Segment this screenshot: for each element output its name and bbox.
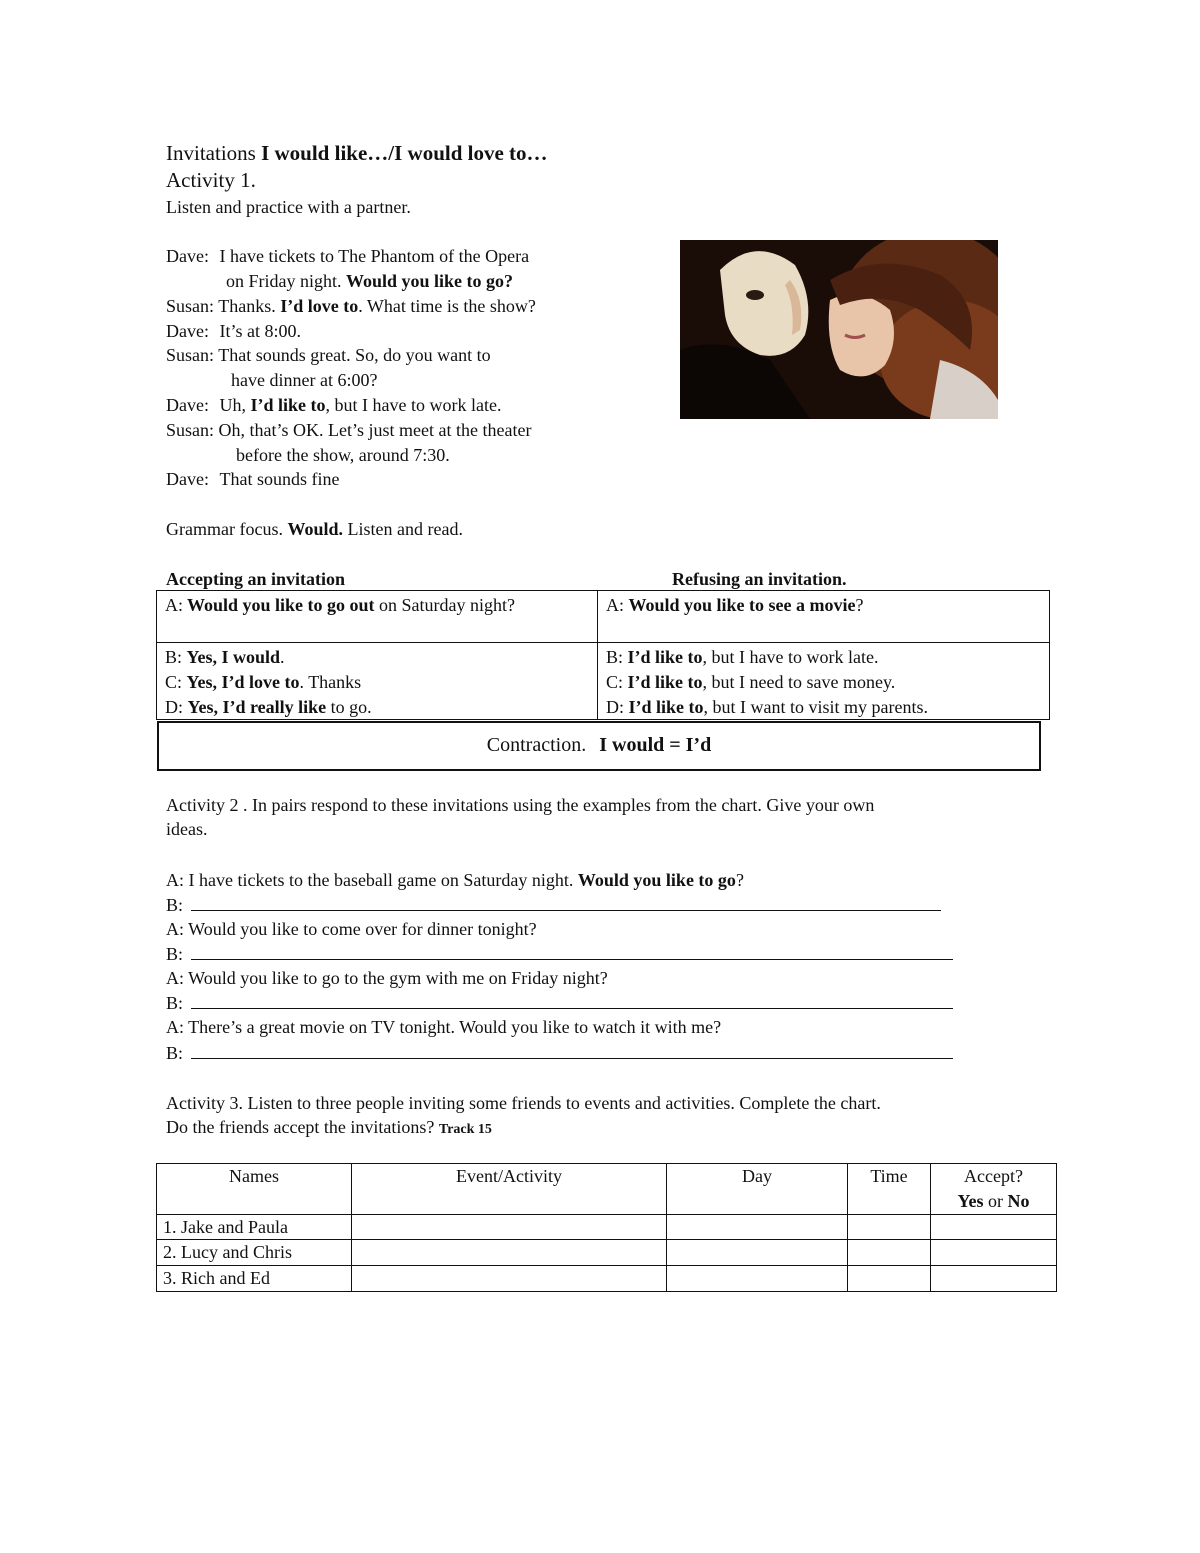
dialogue-bold: Would you like to go?: [346, 271, 514, 291]
bold-text: Yes, I’d really like: [187, 696, 327, 717]
speaker: Dave:: [166, 469, 209, 489]
title-prefix: Invitations: [166, 141, 256, 165]
invitation-text: A: There’s a great movie on TV tonight. Would you like to watch it with me?: [166, 1017, 722, 1037]
grammar-intro-suffix: Listen and read.: [347, 519, 463, 539]
answer-line: [606, 695, 1041, 720]
day-cell[interactable]: [667, 1266, 848, 1292]
invitation-text: A: Would you like to go to the gym with me on Friday night?: [166, 968, 608, 988]
invitation-a: [166, 1015, 721, 1040]
response-label: B:: [166, 895, 184, 915]
event-cell[interactable]: [352, 1266, 667, 1292]
contraction-box: [157, 721, 1041, 771]
rest-text: . Thanks: [299, 671, 362, 692]
table-row: [157, 1214, 1057, 1240]
table-row: [157, 1266, 1057, 1292]
response-label: B:: [166, 993, 184, 1013]
accepting-heading: [166, 567, 345, 592]
accept-cell[interactable]: [931, 1214, 1057, 1240]
label: D:: [606, 696, 624, 717]
dialogue-line: [166, 467, 339, 492]
dialogue-line: [226, 269, 513, 294]
rest-text: to go.: [330, 696, 372, 717]
dialogue-text: have dinner at 6:00?: [231, 370, 378, 390]
dialogue-text: Uh,: [219, 395, 246, 415]
contraction-bold: I would = I’d: [599, 734, 712, 756]
dialogue-after: , but I have to work late.: [325, 395, 502, 415]
event-cell[interactable]: [352, 1214, 667, 1240]
yes-label: Yes: [957, 1190, 984, 1211]
invitation-after: ?: [735, 870, 744, 890]
dialogue-line: [166, 343, 491, 368]
dialogue-text: That sounds great. So, do you want to: [218, 345, 491, 365]
response-label: B:: [166, 1043, 184, 1063]
table-row: [157, 591, 1050, 643]
day-cell[interactable]: [667, 1214, 848, 1240]
speaker: Dave:: [166, 246, 209, 266]
label: A:: [606, 595, 624, 615]
rest-text: .: [280, 647, 285, 667]
title-bold: I would like…/I would love to…: [261, 141, 548, 165]
rest-text: , but I have to work late.: [702, 647, 879, 667]
grammar-intro: [166, 517, 463, 542]
dialogue-line: [236, 443, 450, 468]
bold-text: I’d like to: [627, 671, 703, 692]
dialogue-bold: I’d like to: [250, 395, 326, 415]
refuse-answers-cell: [598, 643, 1050, 720]
header-day: Day: [667, 1164, 848, 1215]
answer-blank[interactable]: [191, 990, 953, 1009]
header-accept: [931, 1164, 1057, 1215]
refusing-heading-text: Refusing an invitation.: [672, 569, 847, 589]
accept-header-sub: [937, 1189, 1050, 1214]
bold-text: I’d like to: [628, 696, 704, 717]
answer-line: [165, 670, 589, 695]
label: C:: [606, 671, 624, 692]
speaker: Susan:: [166, 420, 215, 440]
or-label: or: [988, 1190, 1003, 1211]
label: B:: [606, 647, 624, 667]
event-cell[interactable]: [352, 1240, 667, 1266]
bold-text: Yes, I would: [186, 647, 281, 667]
dialogue-line: [166, 294, 536, 319]
response-b: [166, 1040, 953, 1066]
invitation-a: [166, 917, 537, 942]
photo-illustration: [680, 240, 998, 419]
dialogue-after: . What time is the show?: [358, 296, 536, 316]
accept-question-cell: [157, 591, 598, 643]
dialogue-bold: I’d love to: [280, 296, 359, 316]
bold-text: Yes, I’d love to: [186, 671, 300, 692]
track-label: Track 15: [438, 1122, 492, 1137]
grammar-intro-bold: Would.: [287, 519, 343, 539]
page-title: [166, 141, 548, 166]
response-b: [166, 892, 941, 918]
label: B:: [165, 647, 183, 667]
table-row: [157, 1240, 1057, 1266]
day-cell[interactable]: [667, 1240, 848, 1266]
response-label: B:: [166, 944, 184, 964]
grammar-intro-prefix: Grammar focus.: [166, 519, 283, 539]
dialogue-text: Thanks.: [218, 296, 276, 316]
table-row: [157, 643, 1050, 720]
speaker: Susan:: [166, 296, 215, 316]
label: A:: [165, 595, 183, 615]
dialogue-line: [231, 368, 377, 393]
activity1-heading: Activity 1.: [166, 168, 256, 192]
no-label: No: [1007, 1190, 1030, 1211]
phantom-of-the-opera-photo: [680, 240, 998, 419]
activity3-chart: [156, 1163, 1057, 1292]
header-time: Time: [848, 1164, 931, 1215]
answer-line: [606, 670, 1041, 695]
dialogue-line: [166, 319, 301, 344]
rest-text: on Saturday night?: [379, 595, 516, 615]
rest-text: ?: [855, 595, 864, 615]
rest-text: , but I need to save money.: [702, 671, 896, 692]
activity1-instruction: Listen and practice with a partner.: [166, 197, 411, 217]
answer-line: [165, 695, 589, 720]
time-cell[interactable]: [848, 1266, 931, 1292]
speaker: Susan:: [166, 345, 215, 365]
dialogue-line: [166, 244, 529, 269]
name-cell: 1. Jake and Paula: [157, 1214, 352, 1240]
accept-cell[interactable]: [931, 1240, 1057, 1266]
accept-answers-cell: [157, 643, 598, 720]
refusing-heading: [672, 567, 847, 592]
activity3-intro-line2: [166, 1115, 492, 1143]
accepting-heading-text: Accepting an invitation: [166, 569, 346, 589]
contraction-prefix: Contraction.: [486, 734, 587, 756]
activity2-intro-line2: ideas.: [166, 819, 208, 839]
time-cell[interactable]: [848, 1240, 931, 1266]
invitation-a: [166, 868, 744, 893]
answer-blank[interactable]: [191, 892, 941, 911]
dialogue-text: I have tickets to The Phantom of the Opera: [219, 246, 530, 266]
bold-text: Would you like to see a movie: [628, 595, 856, 615]
bold-text: Would you like to go out: [187, 595, 375, 615]
response-b: [166, 990, 953, 1016]
refuse-question-cell: [598, 591, 1050, 643]
grammar-table: [156, 590, 1050, 720]
header-names: Names: [157, 1164, 352, 1215]
label: D:: [165, 696, 183, 717]
answer-line: [165, 645, 589, 670]
answer-line: [606, 645, 1041, 670]
dialogue-text: It’s at 8:00.: [219, 321, 301, 341]
table-header-row: [157, 1164, 1057, 1215]
label: C:: [165, 671, 183, 692]
accept-header-label: Accept?: [964, 1166, 1023, 1186]
dialogue-text: That sounds fine: [219, 469, 340, 489]
dialogue-text: before the show, around 7:30.: [236, 445, 450, 465]
dialogue-text: on Friday night.: [226, 271, 342, 291]
invitation-text: A: Would you like to come over for dinner tonight?: [166, 919, 537, 939]
answer-blank[interactable]: [191, 1040, 953, 1059]
response-b: [166, 941, 953, 967]
invitation-text: A: I have tickets to the baseball game on Saturday night.: [166, 870, 574, 890]
invitation-a: [166, 966, 608, 991]
speaker: Dave:: [166, 321, 209, 341]
dialogue-line: [166, 418, 531, 443]
dialogue-text: Oh, that’s OK. Let’s just meet at the theater: [218, 420, 532, 440]
accept-cell[interactable]: [931, 1266, 1057, 1292]
speaker: Dave:: [166, 395, 209, 415]
dialogue-line: [166, 393, 501, 418]
name-cell: 2. Lucy and Chris: [157, 1240, 352, 1266]
bold-text: I’d like to: [627, 647, 703, 667]
answer-blank[interactable]: [191, 941, 953, 960]
activity3-intro-line1: Activity 3. Listen to three people inviting some friends to events and activities. Complete the chart.: [166, 1093, 881, 1113]
invitation-bold: Would you like to go: [577, 870, 736, 890]
name-cell: 3. Rich and Ed: [157, 1266, 352, 1292]
activity2-intro-line1: Activity 2 . In pairs respond to these invitations using the examples from the chart. Give your own: [166, 795, 875, 815]
header-event: Event/Activity: [352, 1164, 667, 1215]
time-cell[interactable]: [848, 1214, 931, 1240]
rest-text: , but I want to visit my parents.: [703, 696, 928, 717]
activity3-question: Do the friends accept the invitations?: [166, 1117, 435, 1137]
